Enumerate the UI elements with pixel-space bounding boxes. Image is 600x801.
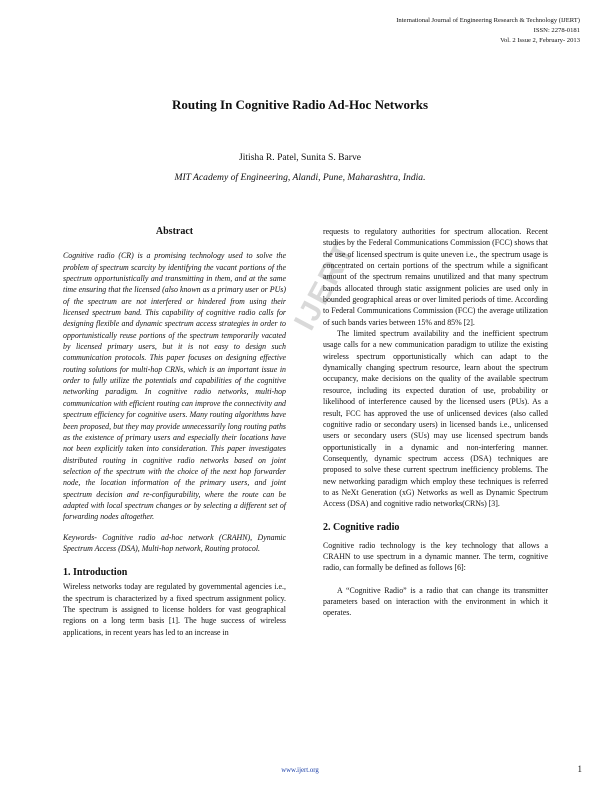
abstract-heading: Abstract (155, 226, 194, 237)
paper-title: Routing In Cognitive Radio Ad-Hoc Networks (171, 97, 429, 112)
volume-issue: Vol. 2 Issue 2, February- 2013 (500, 37, 580, 44)
cognitive-radio-definition: A “Cognitive Radio” is a radio that can change its transmitter parameters based on interaction with the environment in which it operates. (323, 585, 548, 618)
section-2-text: Cognitive radio technology is the key technology that allows a CRAHN to use spectrum in a dynamic manner. The term, cognitive radio, can formally be defined as follows [6]: (323, 540, 548, 573)
right-paragraph-2: The limited spectrum availability and the inefficient spectrum usage calls for a new communication paradigm to utilize the existing wireless spectrum opportunistically which can adapt to the dynamically changing spectrum resource, learn about the spectrum occupancy, make decisions on the quality of the available spectrum resource, including its expected duration of use, probability or likelihood of interference caused by the licensed users (PUs). As a result, FCC has approved the use of unlicensed devices (also called cognitive radio or secondary users) in licensed bands i.e., unlicensed users or secondary users (SUs) may use licensed spectrum bands opportunistically in a dynamic and non-interfering manner. Consequently, dynamic spectrum access (DSA) techniques are proposed to solve these current spectrum inefficiency problems. The new networking paradigm which employ these techniques is referred to as NeXt Generation (xG) Networks as well as Dynamic Spectrum Access (DSA) and cognitive radio networks(CRNs) [3]. (323, 329, 548, 509)
footer-url[interactable]: www.ijert.org (281, 767, 319, 774)
authors: Jitisha R. Patel, Sunita S. Barve (238, 152, 362, 163)
issn: ISSN: 2278-0181 (533, 27, 580, 34)
right-column (323, 226, 548, 619)
left-column (63, 226, 286, 638)
keywords: Keywords- Cognitive radio ad-hoc network (CRAHN), Dynamic Spectrum Access (DSA), Multi-hop network, Routing protocol. (63, 532, 286, 553)
section-1-text: Wireless networks today are regulated by governmental agencies i.e., the spectrum is characterized by a fixed spectrum assignment policy. The spectrum is assigned to license holders for vast geographical regions on a long term basis [1]. The huge success of wireless applications, in recent years has led to an increase in (63, 582, 286, 637)
ijert-watermark: IJERT (288, 236, 362, 336)
abstract-text: Cognitive radio (CR) is a promising technology used to solve the problem of spectrum scarcity by identifying the vacant portions of the spectrum opportunistically and transmitting in them, and at the same time ensuring that the licensed (also known as a primary user or PUs) of the spectrum are not interfered or hindered from using their licensed spectrum band. This capability of cognitive radio calls for designing flexible and dynamic spectrum access strategies in order to opportunistically reuse portions of the spectrum temporarily vacated by licensed primary users, but it is not easy to design such communication protocols. This paper focuses on designing effective routing solutions for multi-hop CRNs, which is an important issue in order to fully utilize the potentials and capabilities of the cognitive networking paradigm. In cognitive radio networks, multi-hop communication with efficient routing can improve the connectivity and spectrum efficiency for cognitive users. Many routing algorithms have been proposed, but they may provide unnecessarily long routing paths as the existence of primary users and especially their locations have not been explicitly taken into consideration. This paper investigates distributed routing in cognitive radio networks based on joint selection of the spectrum with the choice of the next hop forwarder node, the location information of the primary users, and joint spectrum decision and re-configurability, where the route can be adapted with local spectrum changes or by selecting a different set of forwarding nodes altogether. (63, 251, 286, 522)
journal-header (396, 16, 580, 46)
affiliation: MIT Academy of Engineering, Alandi, Pune, Maharashtra, India. (174, 172, 426, 183)
section-1-heading: 1. Introduction (63, 567, 128, 579)
right-paragraph-1: requests to regulatory authorities for spectrum allocation. Recent studies by the Federal Communications Commission (FCC) shows that the use of licensed spectrum is quite uneven i.e., the spectrum usage is concentrated on certain portions of the spectrum while a significant amount of the spectrum remains unutilized and that many spectrum bands allocated through static assignment policies are used only in bounded geographical areas or over limited periods of time. According to Federal Communications Commission (FCC) the average utilization of such bands varies between 15% and 85% [2]. (323, 227, 548, 327)
page-number: 1 (577, 764, 582, 774)
section-2-heading: 2. Cognitive radio (323, 521, 400, 533)
journal-name: International Journal of Engineering Research & Technology (IJERT) (396, 17, 580, 24)
